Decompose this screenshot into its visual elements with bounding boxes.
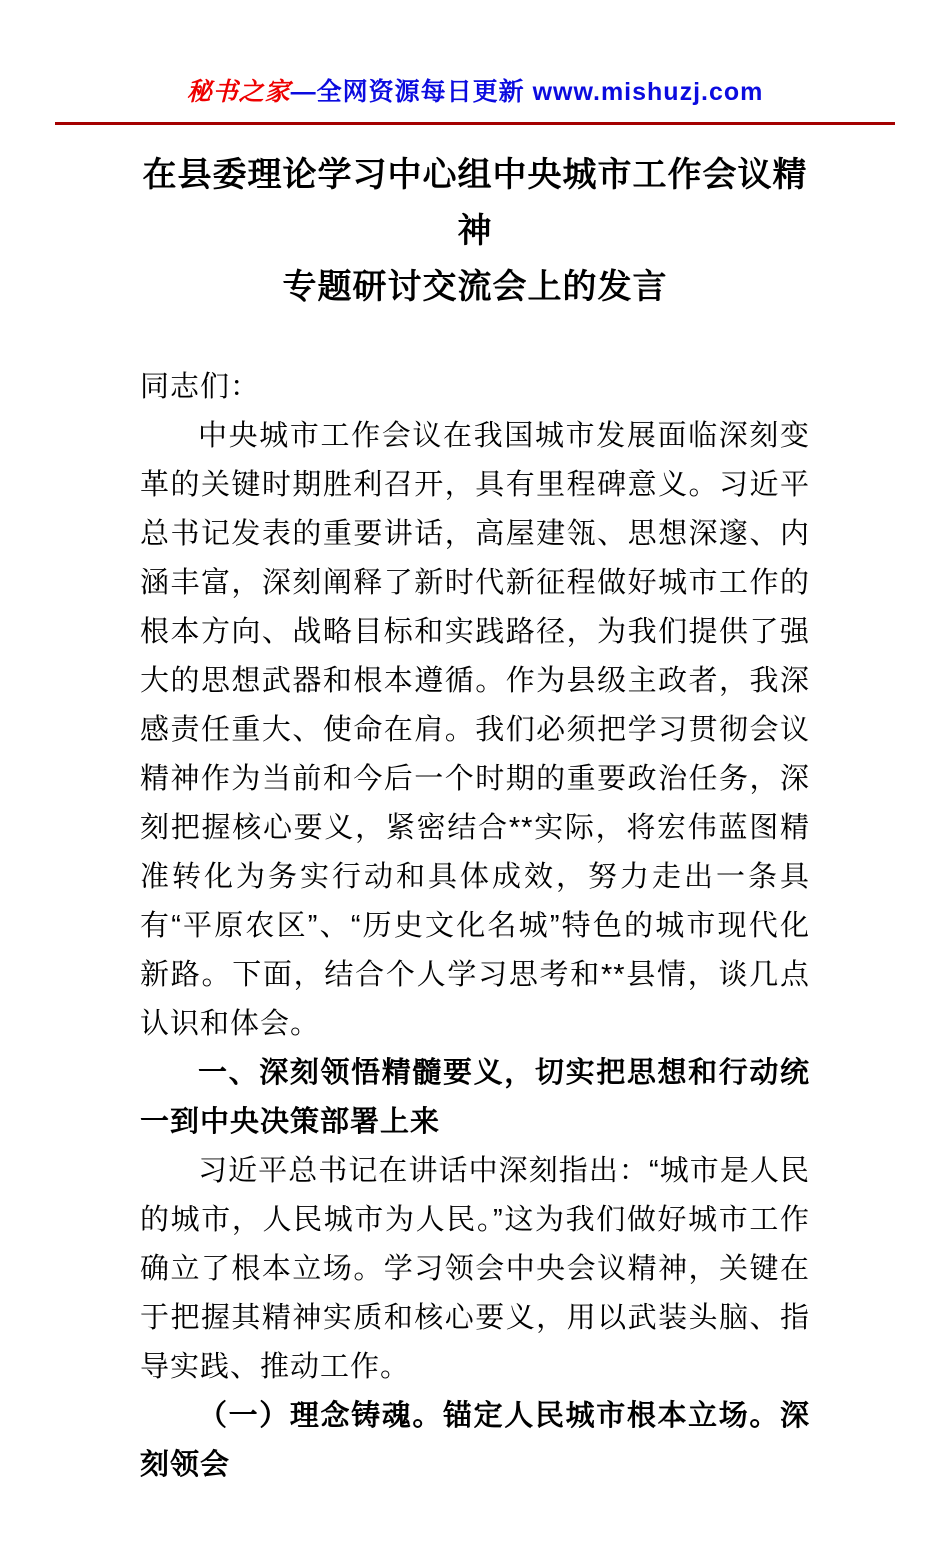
paragraph-intro: 中央城市工作会议在我国城市发展面临深刻变革的关键时期胜利召开，具有里程碑意义。习近平总书记发表的重要讲话，高屋建瓴、思想深邃、内涵丰富，深刻阐释了新时代新征程做好城市工作的根本方向、战略目标和实践路径，为我们提供了强大的思想武器和根本遵循。作为县级主政者，我深感责任重大、使命在肩。我们必须把学习贯彻会议精神作为当前和今后一个时期的重要政治任务，深刻把握核心要义，紧密结合**实际，将宏伟蓝图精准转化为务实行动和具体成效，努力走出一条具有“平原农区”、“历史文化名城”特色的城市现代化新路。下面，结合个人学习思考和**县情，谈几点认识和体会。 bbox=[140, 420, 810, 1040]
header-url-link[interactable]: www.mishuzj.com bbox=[532, 78, 764, 106]
title-line-2: 专题研讨交流会上的发言 bbox=[282, 268, 668, 306]
site-name: 秘书之家 bbox=[186, 78, 291, 106]
header-tagline: —全网资源每日更新 bbox=[290, 78, 533, 106]
page-title bbox=[140, 147, 810, 315]
paragraph-section-1-intro: 习近平总书记在讲话中深刻指出：“城市是人民的城市，人民城市为人民。”这为我们做好城市工作确立了根本立场。学习领会中央会议精神，关键在于把握其精神实质和核心要义，用以武装头脑、指导实践、推动工作。 bbox=[140, 1155, 810, 1383]
document-body bbox=[140, 363, 810, 1490]
subheading-1-1: （一）理念铸魂。锚定人民城市根本立场。深刻领会 bbox=[140, 1400, 810, 1481]
site-header bbox=[80, 72, 870, 108]
header-divider bbox=[55, 122, 895, 125]
heading-section-1: 一、深刻领悟精髓要义，切实把思想和行动统一到中央决策部署上来 bbox=[140, 1057, 810, 1138]
salutation: 同志们： bbox=[140, 371, 261, 403]
title-line-1: 在县委理论学习中心组中央城市工作会议精神 bbox=[142, 156, 808, 250]
